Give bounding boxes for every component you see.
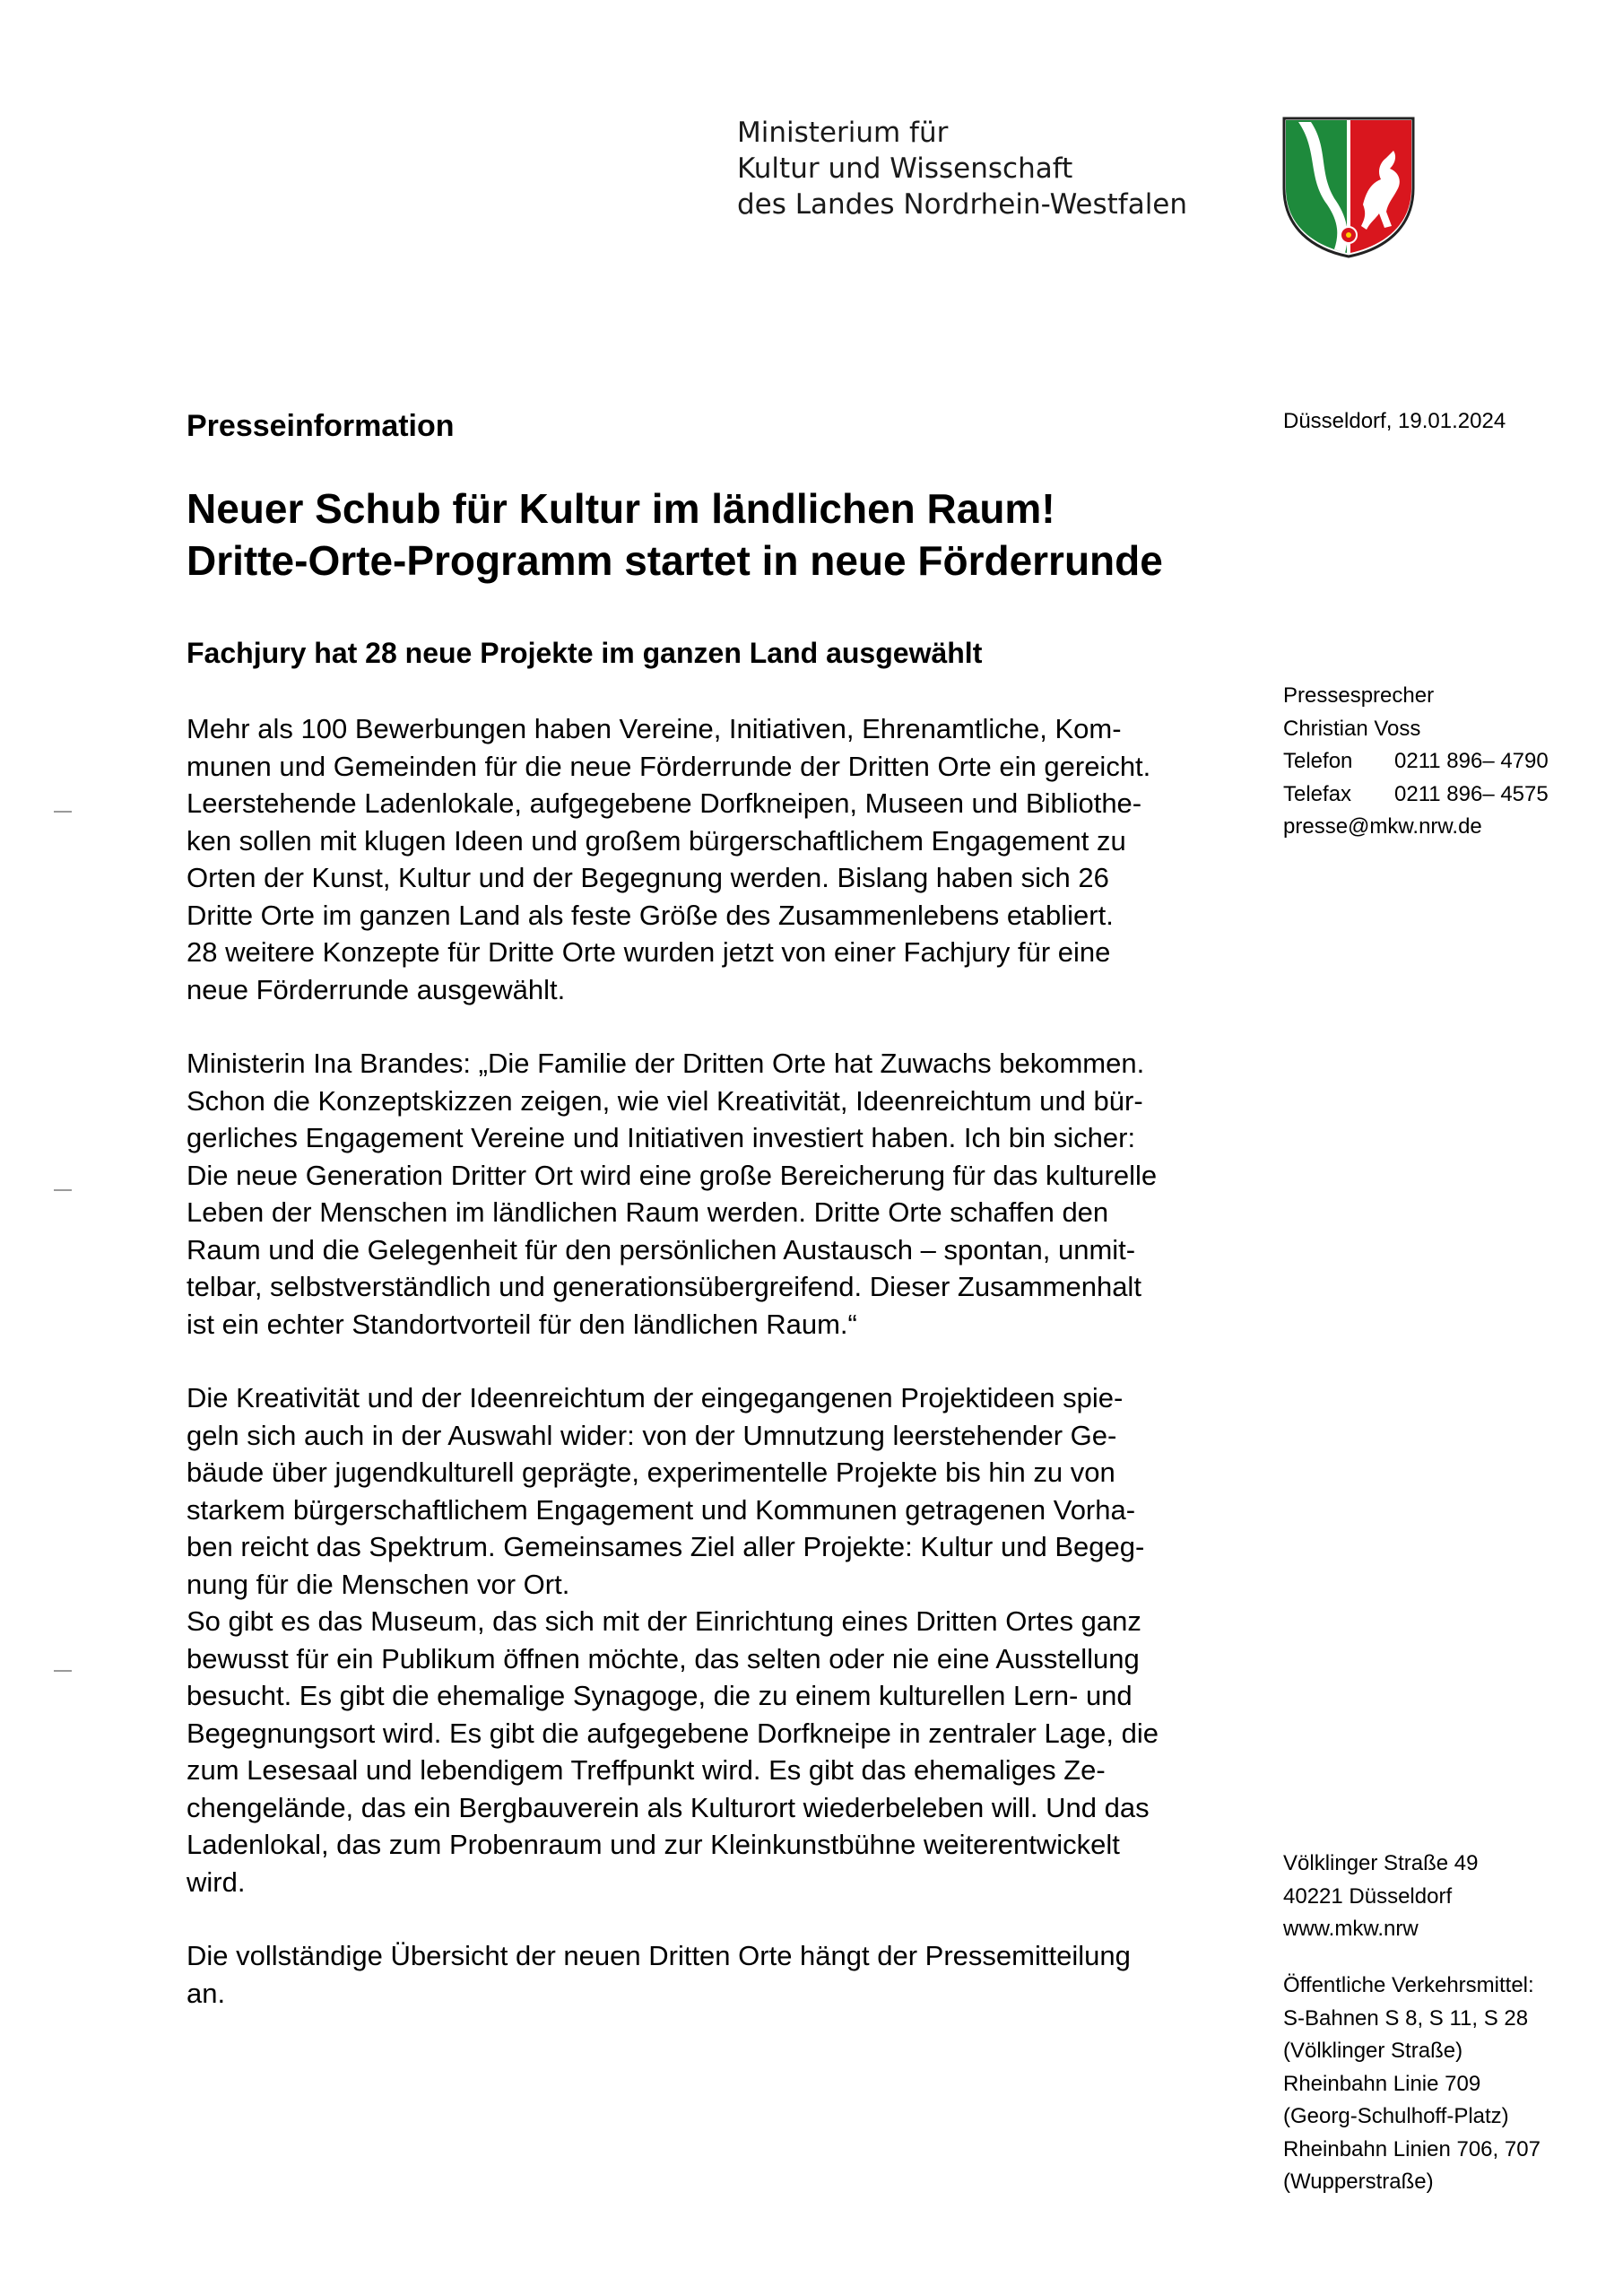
text-line: besucht. Es gibt die ehemalige Synagoge, die zu einem kulturellen Lern- und	[187, 1680, 1133, 1711]
transit-line: (Völklinger Straße)	[1283, 2039, 1463, 2063]
transit-line: Rheinbahn Linie 709	[1283, 2071, 1481, 2096]
text-line: bewusst für ein Publikum öffnen möchte, das selten oder nie eine Ausstellung	[187, 1642, 1140, 1674]
paragraph	[187, 1937, 1254, 2012]
text-line: Leben der Menschen im ländlichen Raum werden. Dritte Orte schaffen den	[187, 1196, 1109, 1228]
ministry-line: Ministerium für	[737, 117, 949, 149]
text-line: telbar, selbstverständlich und generationsübergreifend. Dieser Zusammenhalt	[187, 1271, 1141, 1302]
transit-block	[1283, 1970, 1541, 2199]
address-block	[1283, 1848, 1478, 1946]
nrw-coat-of-arms-icon	[1280, 115, 1417, 260]
text-line: gerliches Engagement Vereine und Initiativen investiert haben. Ich bin sicher:	[187, 1122, 1136, 1153]
address-line: Völklinger Straße 49	[1283, 1851, 1479, 1875]
press-contact	[1283, 680, 1549, 844]
text-line: ken sollen mit klugen Ideen und großem bürgerschaftlichem Engagement zu	[187, 824, 1126, 857]
text-line: Begegnungsort wird. Es gibt die aufgegebene Dorfkneipe in zentraler Lage, die	[187, 1717, 1159, 1749]
text-line: Die vollständige Übersicht der neuen Dritten Orte hängt der Pressemitteilung	[187, 1940, 1131, 1971]
text-line: Ladenlokal, das zum Probenraum und zur Kleinkunstbühne weiterentwickelt	[187, 1829, 1120, 1860]
paragraph	[187, 1603, 1254, 1900]
transit-line: S-Bahnen S 8, S 11, S 28	[1283, 2005, 1529, 2031]
text-line: Die neue Generation Dritter Ort wird eine große Bereicherung für das kulturelle	[187, 1159, 1158, 1191]
text-line: neue Förderrunde ausgewählt.	[187, 973, 566, 1005]
text-line: nung für die Menschen vor Ort.	[187, 1568, 570, 1600]
text-line: starkem bürgerschaftlichem Engagement und Kommunen getragenen Vorha-	[187, 1493, 1136, 1526]
text-line: ben reicht das Spektrum. Gemeinsames Ziel aller Projekte: Kultur und Begeg-	[187, 1531, 1145, 1562]
paragraph	[187, 1045, 1254, 1343]
text-line: Dritte Orte im ganzen Land als feste Größe des Zusammenlebens etabliert.	[187, 899, 1114, 931]
fax-row	[1283, 778, 1549, 812]
text-line: Mehr als 100 Bewerbungen haben Vereine, Initiativen, Ehrenamtliche, Kom-	[187, 713, 1122, 744]
text-line: chengelände, das ein Bergbauverein als Kulturort wiederbeleben will. Und das	[187, 1791, 1150, 1823]
text-line: Die Kreativität und der Ideenreichtum der eingegangenen Projektideen spie-	[187, 1382, 1124, 1413]
address-line: 40221 Düsseldorf	[1283, 1883, 1453, 1909]
ministry-line: des Landes Nordrhein-Westfalen	[737, 188, 1188, 221]
press-email: presse@mkw.nrw.de	[1283, 814, 1482, 839]
text-line: Leerstehende Ladenlokale, aufgegebene Dorfkneipen, Museen und Bibliothe-	[187, 787, 1142, 819]
fax-label: Telefax	[1283, 781, 1352, 806]
text-line: So gibt es das Museum, das sich mit der Einrichtung eines Dritten Ortes ganz	[187, 1605, 1141, 1637]
text-line: Ministerin Ina Brandes: „Die Familie der Dritten Orte hat Zuwachs bekommen.	[187, 1048, 1145, 1079]
fax-number: 0211 896– 4575	[1394, 781, 1549, 806]
fold-mark	[54, 1189, 72, 1191]
text-line: 28 weitere Konzepte für Dritte Orte wurden jetzt von einer Fachjury für eine	[187, 936, 1111, 968]
text-line: Schon die Konzeptskizzen zeigen, wie viel Kreativität, Ideenreichtum und bür-	[187, 1084, 1143, 1117]
text-line: munen und Gemeinden für die neue Förderrunde der Dritten Orte ein gereicht.	[187, 750, 1151, 782]
paragraph	[187, 1379, 1254, 1603]
transit-line: Öffentliche Verkehrsmittel:	[1283, 1973, 1534, 1997]
subheadline: Fachjury hat 28 neue Projekte im ganzen Land ausgewählt	[187, 637, 983, 669]
website: www.mkw.nrw	[1283, 1917, 1419, 1941]
transit-line: (Wupperstraße)	[1283, 2170, 1434, 2194]
fold-mark	[54, 1670, 72, 1672]
press-title: Pressesprecher	[1283, 683, 1435, 708]
document-type-label: Presseinformation	[187, 409, 455, 443]
transit-line: Rheinbahn Linien 706, 707	[1283, 2136, 1541, 2161]
headline-line: Dritte-Orte-Programm startet in neue Förderrunde	[187, 537, 1163, 584]
text-line: zum Lesesaal und lebendigem Treffpunkt wird. Es gibt das ehemaliges Ze-	[187, 1754, 1106, 1786]
text-line: wird.	[187, 1866, 246, 1898]
text-line: bäude über jugendkulturell geprägte, experimentelle Projekte bis hin zu von	[187, 1457, 1115, 1488]
text-line: geln sich auch in der Auswahl wider: von der Umnutzung leerstehender Ge-	[187, 1419, 1117, 1451]
ministry-line: Kultur und Wissenschaft	[737, 152, 1073, 185]
text-line: Orten der Kunst, Kultur und der Begegnung werden. Bislang haben sich 26	[187, 862, 1109, 893]
ministry-name	[737, 115, 1239, 222]
fold-mark	[54, 811, 72, 813]
phone-row	[1283, 745, 1549, 778]
body-text	[187, 710, 1254, 2012]
document-date: Düsseldorf, 19.01.2024	[1283, 409, 1506, 433]
text-line: an.	[187, 1977, 226, 2009]
phone-label: Telefon	[1283, 749, 1353, 773]
headline-line: Neuer Schub für Kultur im ländlichen Raum!	[187, 485, 1055, 532]
headline	[187, 483, 1263, 587]
text-line: ist ein echter Standortvorteil für den ländlichen Raum.“	[187, 1308, 857, 1340]
text-line: Raum und die Gelegenheit für den persönlichen Austausch – spontan, unmit-	[187, 1233, 1136, 1265]
transit-line: (Georg-Schulhoff-Platz)	[1283, 2104, 1509, 2128]
press-name: Christian Voss	[1283, 716, 1421, 741]
phone-number: 0211 896– 4790	[1394, 749, 1549, 773]
paragraph	[187, 710, 1254, 1008]
